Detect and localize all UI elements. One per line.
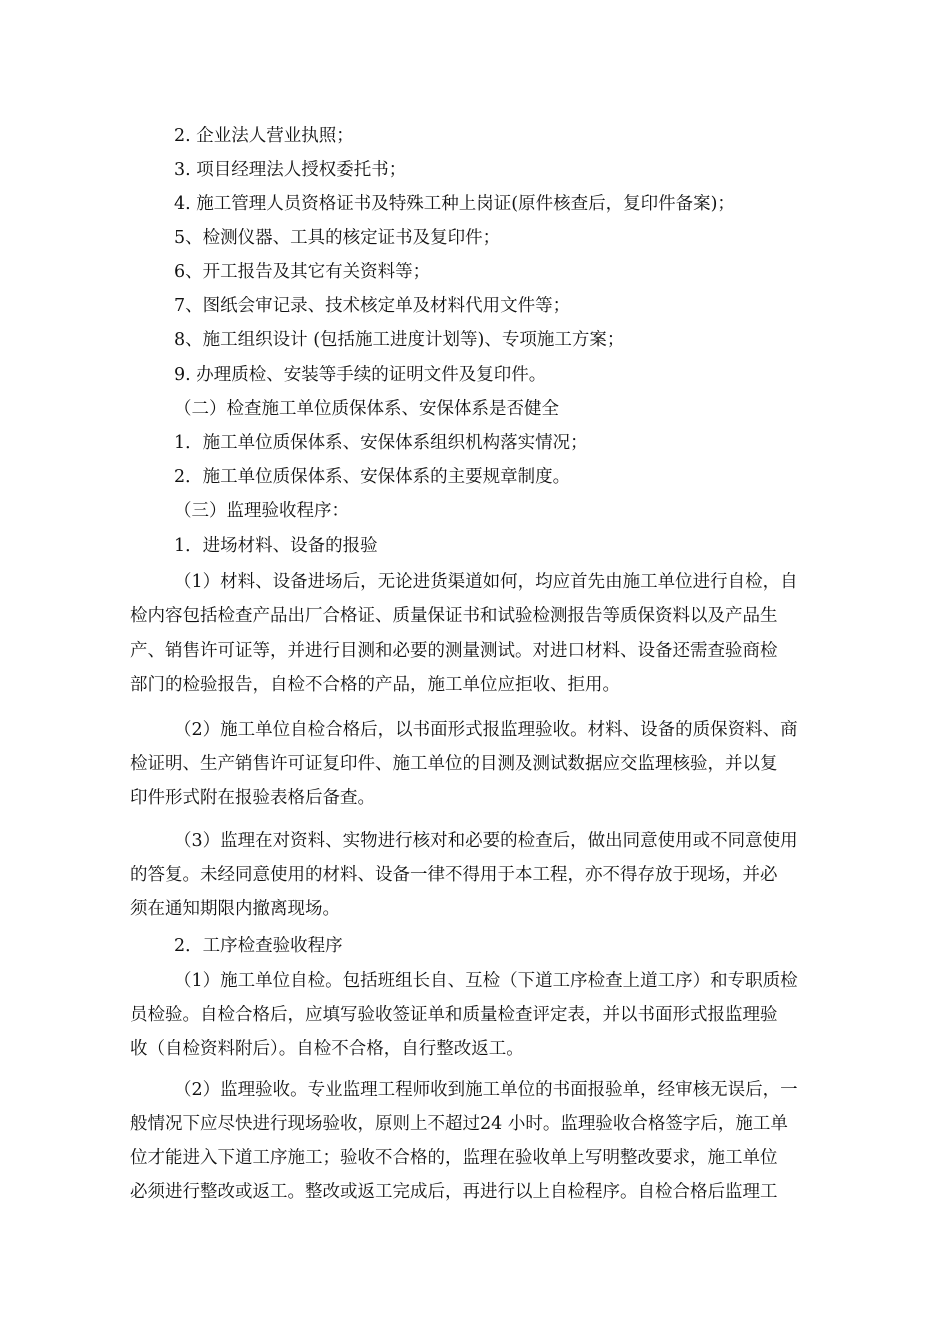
paragraph-line: 位才能进入下道工序施工；验收不合格的，监理在验收单上写明整改要求，施工单位: [130, 1148, 778, 1168]
paragraph-line: （1）施工单位自检。包括班组长自、互检（下道工序检查上道工序）和专职质检: [174, 971, 798, 991]
paragraph-line: （3）监理在对资料、实物进行核对和必要的检查后，做出同意使用或不同意使用: [174, 831, 798, 851]
list-item: 1．施工单位质保体系、安保体系组织机构落实情况；: [174, 433, 588, 453]
paragraph-line: 必须进行整改或返工。整改或返工完成后，再进行以上自检程序。自检合格后监理工: [130, 1182, 778, 1202]
subsection-heading: 2．工序检查验收程序: [174, 936, 343, 956]
list-item: 4. 施工管理人员资格证书及特殊工种上岗证(原件核查后，复印件备案)；: [174, 194, 735, 214]
paragraph-line: 收（自检资料附后）。自检不合格，自行整改返工。: [130, 1039, 524, 1059]
paragraph-line: 员检验。自检合格后，应填写验收签证单和质量检查评定表，并以书面形式报监理验: [130, 1005, 778, 1025]
list-item: 8、施工组织设计 (包括施工进度计划等)、专项施工方案；: [174, 330, 625, 350]
paragraph-line: 般情况下应尽快进行现场验收，原则上不超过24 小时。监理验收合格签字后，施工单: [130, 1114, 788, 1134]
list-item: 2. 企业法人营业执照；: [174, 126, 354, 146]
paragraph-line: 部门的检验报告，自检不合格的产品，施工单位应拒收、拒用。: [130, 675, 620, 695]
paragraph-line: 产、销售许可证等，并进行目测和必要的测量测试。对进口材料、设备还需查验商检: [130, 641, 778, 661]
list-item: 3. 项目经理法人授权委托书；: [174, 160, 407, 180]
list-item: 2．施工单位质保体系、安保体系的主要规章制度。: [174, 467, 571, 487]
paragraph-line: 检内容包括检查产品出厂合格证、质量保证书和试验检测报告等质保资料以及产品生: [130, 606, 778, 626]
paragraph-line: （2）施工单位自检合格后，以书面形式报监理验收。材料、设备的质保资料、商: [174, 720, 798, 740]
section-heading: （三）监理验收程序：: [174, 501, 349, 521]
list-item: 9. 办理质检、安装等手续的证明文件及复印件。: [174, 365, 547, 385]
list-item: 7、图纸会审记录、技术核定单及材料代用文件等；: [174, 296, 571, 316]
paragraph-line: 的答复。未经同意使用的材料、设备一律不得用于本工程，亦不得存放于现场，并必: [130, 865, 778, 885]
list-item: 5、检测仪器、工具的核定证书及复印件；: [174, 228, 501, 248]
paragraph-line: 须在通知期限内撤离现场。: [130, 899, 340, 919]
subsection-heading: 1．进场材料、设备的报验: [174, 536, 378, 556]
paragraph-line: 印件形式附在报验表格后备查。: [130, 788, 375, 808]
paragraph-line: （2）监理验收。专业监理工程师收到施工单位的书面报验单，经审核无误后，一: [174, 1080, 798, 1100]
paragraph-line: 检证明、生产销售许可证复印件、施工单位的目测及测试数据应交监理核验，并以复: [130, 754, 778, 774]
section-heading: （二）检查施工单位质保体系、安保体系是否健全: [174, 399, 559, 419]
paragraph-line: （1）材料、设备进场后，无论进货渠道如何，均应首先由施工单位进行自检，自: [174, 572, 798, 592]
list-item: 6、开工报告及其它有关资料等；: [174, 262, 431, 282]
